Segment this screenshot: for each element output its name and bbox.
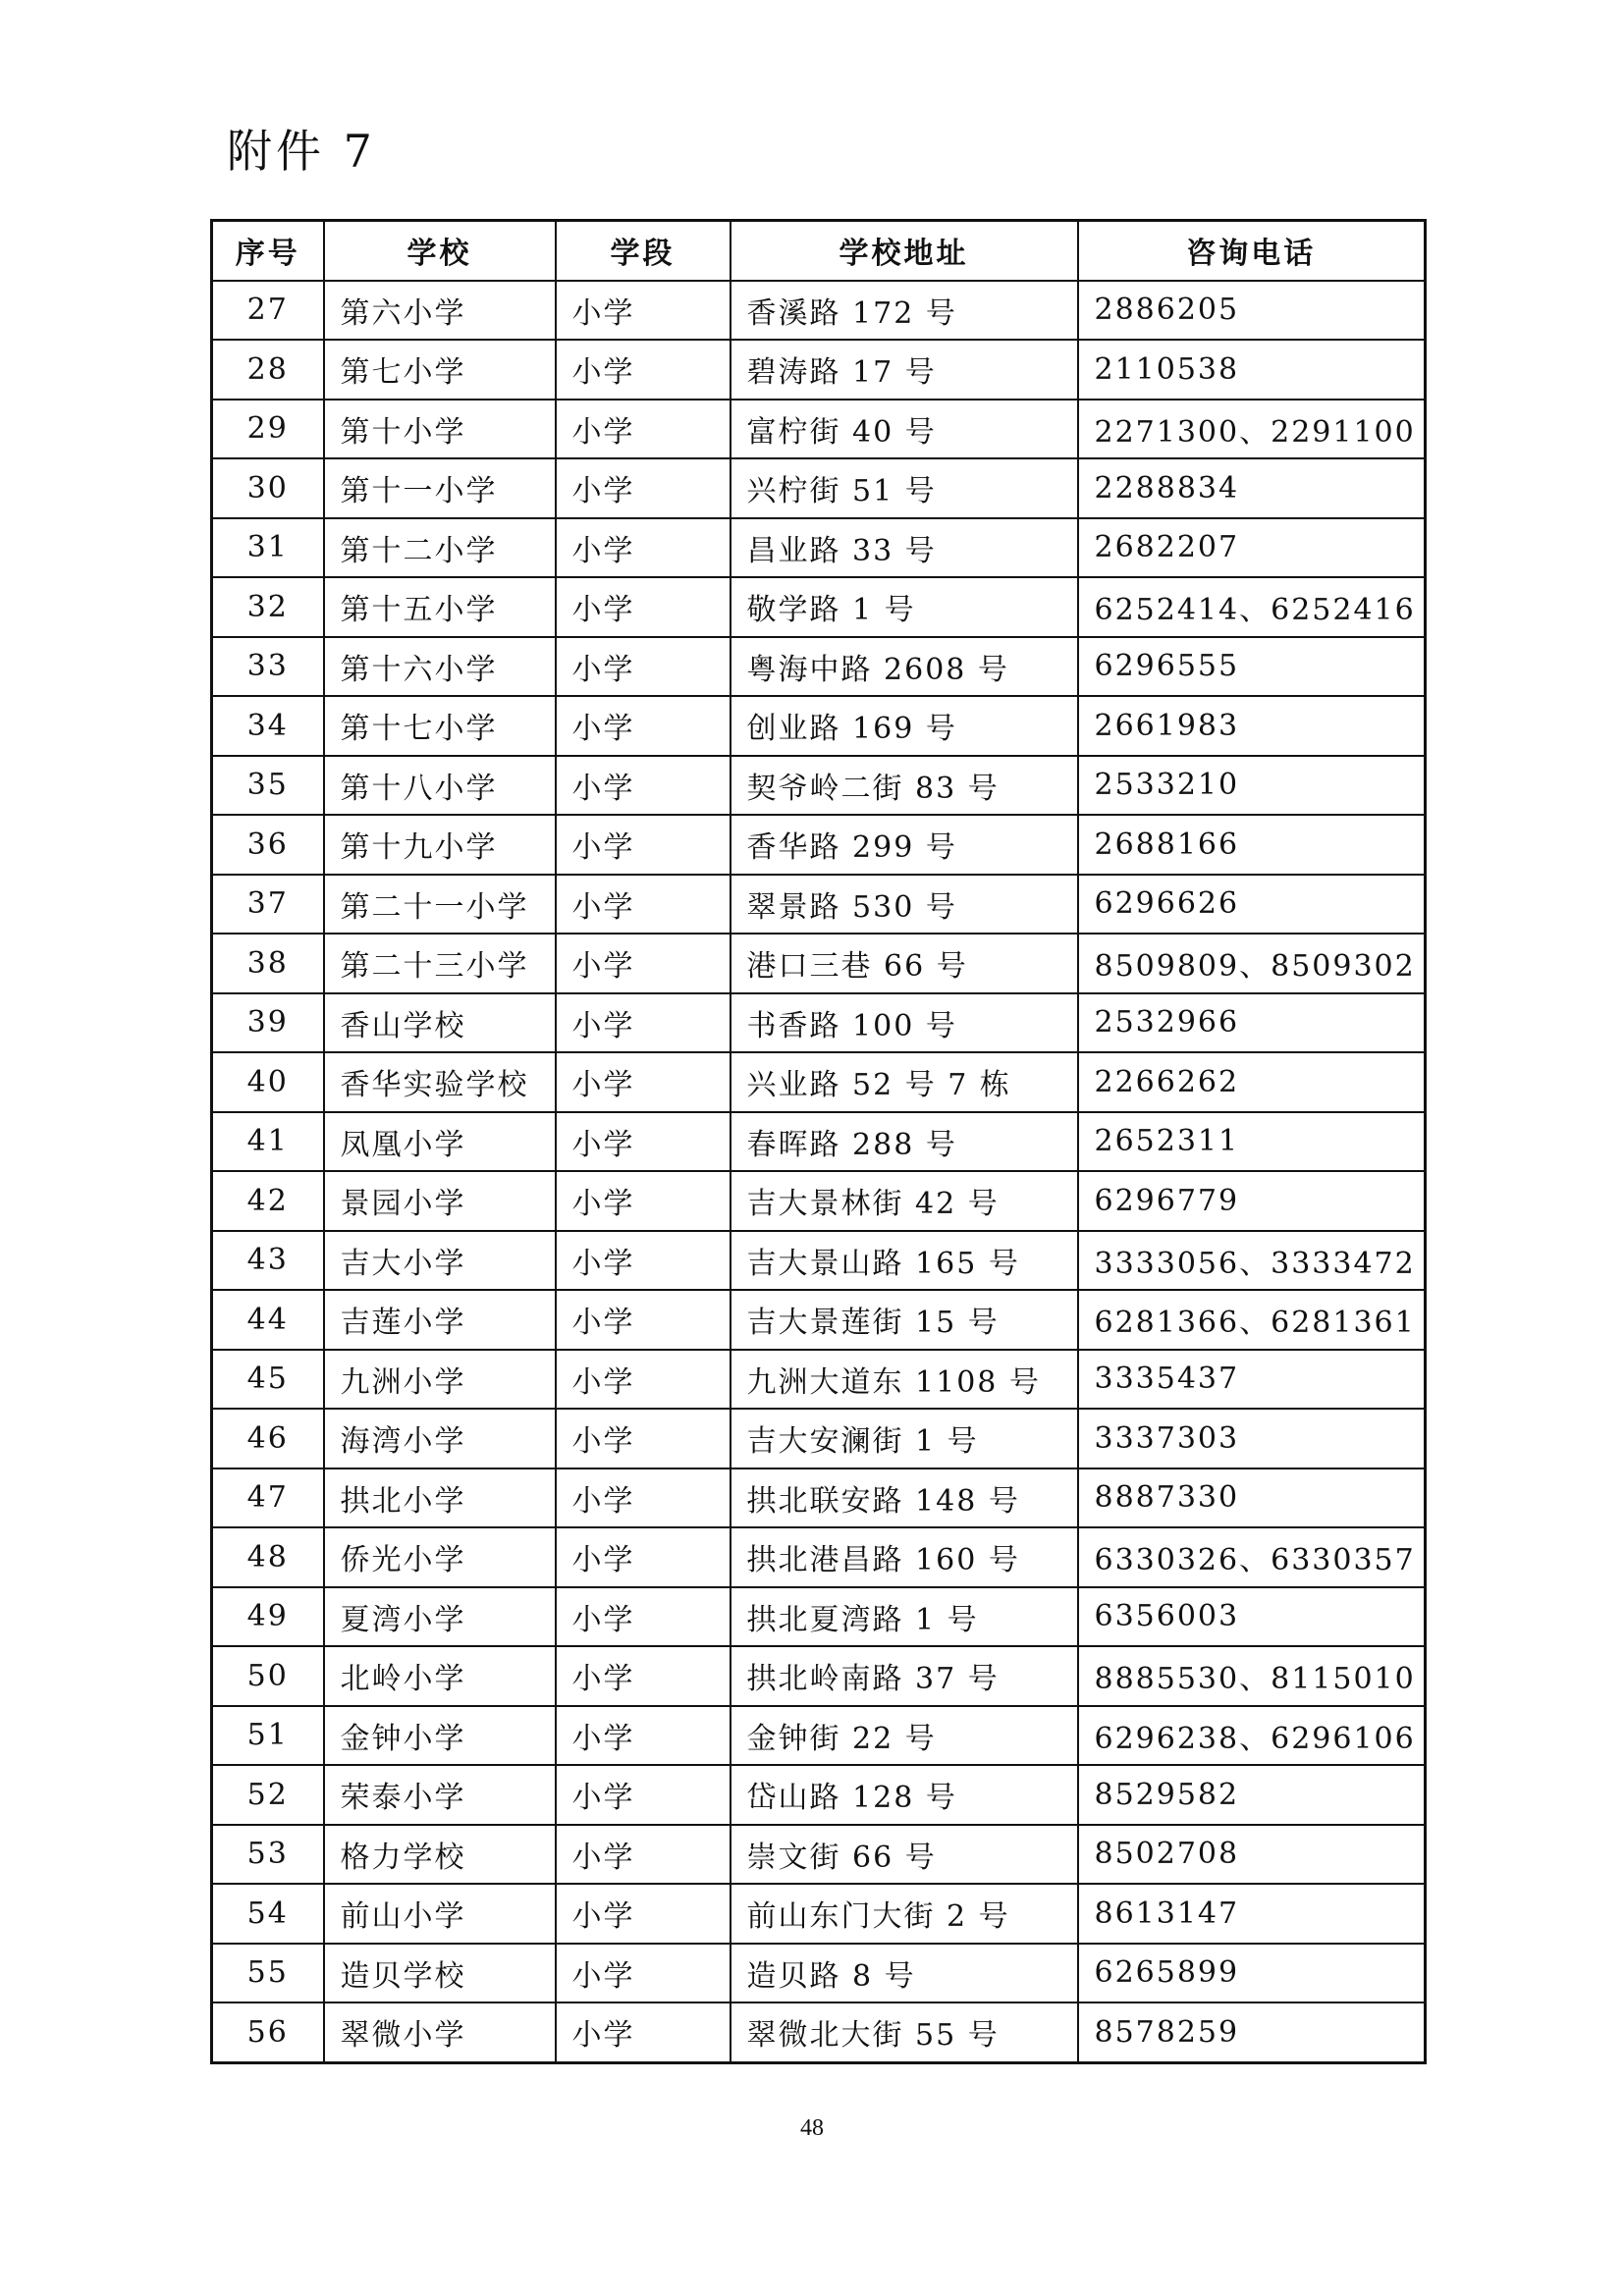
cell-seq: 30 — [212, 458, 324, 518]
cell-phone: 2110538 — [1078, 340, 1426, 400]
header-stage: 学段 — [556, 221, 731, 281]
cell-school: 北岭小学 — [324, 1646, 556, 1706]
cell-stage: 小学 — [556, 1468, 731, 1528]
cell-address: 造贝路 8 号 — [731, 1944, 1078, 2003]
cell-seq: 53 — [212, 1825, 324, 1885]
school-table — [210, 219, 1427, 2064]
cell-stage: 小学 — [556, 696, 731, 756]
cell-seq: 28 — [212, 340, 324, 400]
cell-address: 岱山路 128 号 — [731, 1765, 1078, 1825]
cell-stage: 小学 — [556, 1112, 731, 1172]
cell-phone: 6281366、6281361 — [1078, 1290, 1426, 1350]
cell-address: 书香路 100 号 — [731, 993, 1078, 1053]
cell-school: 第二十三小学 — [324, 934, 556, 993]
cell-address: 崇文街 66 号 — [731, 1825, 1078, 1885]
cell-phone: 6356003 — [1078, 1587, 1426, 1647]
cell-address: 拱北夏湾路 1 号 — [731, 1587, 1078, 1647]
cell-address: 粤海中路 2608 号 — [731, 637, 1078, 697]
cell-school: 九洲小学 — [324, 1350, 556, 1410]
table-row — [212, 1884, 1426, 1944]
cell-stage: 小学 — [556, 1350, 731, 1410]
cell-seq: 35 — [212, 756, 324, 816]
cell-seq: 31 — [212, 518, 324, 578]
cell-phone: 3335437 — [1078, 1350, 1426, 1410]
cell-seq: 45 — [212, 1350, 324, 1410]
cell-address: 前山东门大街 2 号 — [731, 1884, 1078, 1944]
cell-school: 第十八小学 — [324, 756, 556, 816]
cell-stage: 小学 — [556, 518, 731, 578]
table-body — [212, 281, 1426, 2063]
cell-seq: 39 — [212, 993, 324, 1053]
table-row — [212, 1112, 1426, 1172]
cell-stage: 小学 — [556, 1171, 731, 1231]
cell-school: 第十九小学 — [324, 815, 556, 875]
cell-phone: 6296779 — [1078, 1171, 1426, 1231]
cell-seq: 52 — [212, 1765, 324, 1825]
cell-phone: 6296238、6296106 — [1078, 1706, 1426, 1766]
cell-address: 金钟街 22 号 — [731, 1706, 1078, 1766]
cell-address: 创业路 169 号 — [731, 696, 1078, 756]
cell-school: 吉莲小学 — [324, 1290, 556, 1350]
cell-phone: 2266262 — [1078, 1052, 1426, 1112]
cell-seq: 44 — [212, 1290, 324, 1350]
cell-phone: 2288834 — [1078, 458, 1426, 518]
cell-address: 翠景路 530 号 — [731, 875, 1078, 934]
cell-stage: 小学 — [556, 815, 731, 875]
cell-seq: 43 — [212, 1231, 324, 1291]
cell-phone: 6330326、6330357 — [1078, 1527, 1426, 1587]
cell-stage: 小学 — [556, 1944, 731, 2003]
table-row — [212, 1231, 1426, 1291]
cell-school: 第二十一小学 — [324, 875, 556, 934]
cell-address: 春晖路 288 号 — [731, 1112, 1078, 1172]
cell-stage: 小学 — [556, 756, 731, 816]
table-row — [212, 1468, 1426, 1528]
cell-school: 吉大小学 — [324, 1231, 556, 1291]
cell-stage: 小学 — [556, 1587, 731, 1647]
table-row — [212, 875, 1426, 934]
cell-stage: 小学 — [556, 1052, 731, 1112]
cell-address: 富柠街 40 号 — [731, 400, 1078, 459]
cell-phone: 2533210 — [1078, 756, 1426, 816]
table-row — [212, 1825, 1426, 1885]
cell-phone: 2271300、2291100 — [1078, 400, 1426, 459]
cell-school: 前山小学 — [324, 1884, 556, 1944]
cell-phone: 8502708 — [1078, 1825, 1426, 1885]
cell-phone: 6252414、6252416 — [1078, 577, 1426, 637]
cell-stage: 小学 — [556, 1290, 731, 1350]
cell-stage: 小学 — [556, 577, 731, 637]
cell-address: 吉大景林街 42 号 — [731, 1171, 1078, 1231]
header-phone: 咨询电话 — [1078, 221, 1426, 281]
cell-phone: 2652311 — [1078, 1112, 1426, 1172]
cell-address: 吉大安澜街 1 号 — [731, 1409, 1078, 1468]
cell-address: 拱北港昌路 160 号 — [731, 1527, 1078, 1587]
cell-school: 侨光小学 — [324, 1527, 556, 1587]
cell-seq: 55 — [212, 1944, 324, 2003]
table-row — [212, 1646, 1426, 1706]
cell-address: 契爷岭二街 83 号 — [731, 756, 1078, 816]
cell-seq: 56 — [212, 2002, 324, 2062]
cell-stage: 小学 — [556, 1706, 731, 1766]
cell-stage: 小学 — [556, 1231, 731, 1291]
cell-stage: 小学 — [556, 2002, 731, 2062]
table-row — [212, 934, 1426, 993]
cell-stage: 小学 — [556, 1646, 731, 1706]
cell-school: 第十二小学 — [324, 518, 556, 578]
cell-address: 敬学路 1 号 — [731, 577, 1078, 637]
cell-school: 格力学校 — [324, 1825, 556, 1885]
cell-phone: 2688166 — [1078, 815, 1426, 875]
cell-school: 翠微小学 — [324, 2002, 556, 2062]
cell-address: 兴业路 52 号 7 栋 — [731, 1052, 1078, 1112]
cell-seq: 47 — [212, 1468, 324, 1528]
cell-school: 拱北小学 — [324, 1468, 556, 1528]
cell-phone: 2886205 — [1078, 281, 1426, 341]
cell-stage: 小学 — [556, 1765, 731, 1825]
cell-address: 吉大景山路 165 号 — [731, 1231, 1078, 1291]
cell-stage: 小学 — [556, 993, 731, 1053]
table-row — [212, 458, 1426, 518]
cell-stage: 小学 — [556, 340, 731, 400]
table-row — [212, 1409, 1426, 1468]
table-row — [212, 1350, 1426, 1410]
cell-stage: 小学 — [556, 875, 731, 934]
cell-address: 拱北岭南路 37 号 — [731, 1646, 1078, 1706]
cell-seq: 50 — [212, 1646, 324, 1706]
table-row — [212, 518, 1426, 578]
table-row — [212, 993, 1426, 1053]
cell-school: 造贝学校 — [324, 1944, 556, 2003]
cell-phone: 8578259 — [1078, 2002, 1426, 2062]
page-heading: 附件 7 — [227, 125, 376, 178]
cell-school: 凤凰小学 — [324, 1112, 556, 1172]
table-header-row — [212, 221, 1426, 281]
cell-seq: 34 — [212, 696, 324, 756]
table-row — [212, 1706, 1426, 1766]
cell-school: 第十七小学 — [324, 696, 556, 756]
cell-address: 昌业路 33 号 — [731, 518, 1078, 578]
cell-school: 海湾小学 — [324, 1409, 556, 1468]
cell-address: 九洲大道东 1108 号 — [731, 1350, 1078, 1410]
table-row — [212, 1587, 1426, 1647]
cell-address: 吉大景莲街 15 号 — [731, 1290, 1078, 1350]
cell-stage: 小学 — [556, 1884, 731, 1944]
cell-seq: 27 — [212, 281, 324, 341]
cell-seq: 51 — [212, 1706, 324, 1766]
cell-seq: 48 — [212, 1527, 324, 1587]
cell-seq: 42 — [212, 1171, 324, 1231]
header-address: 学校地址 — [731, 221, 1078, 281]
cell-school: 荣泰小学 — [324, 1765, 556, 1825]
cell-phone: 2661983 — [1078, 696, 1426, 756]
cell-school: 第十一小学 — [324, 458, 556, 518]
cell-phone: 8529582 — [1078, 1765, 1426, 1825]
table-row — [212, 637, 1426, 697]
cell-seq: 49 — [212, 1587, 324, 1647]
cell-school: 第十小学 — [324, 400, 556, 459]
cell-stage: 小学 — [556, 458, 731, 518]
table-row — [212, 1171, 1426, 1231]
cell-address: 翠微北大街 55 号 — [731, 2002, 1078, 2062]
cell-school: 第十五小学 — [324, 577, 556, 637]
cell-stage: 小学 — [556, 1527, 731, 1587]
cell-seq: 41 — [212, 1112, 324, 1172]
cell-stage: 小学 — [556, 400, 731, 459]
cell-stage: 小学 — [556, 281, 731, 341]
cell-seq: 29 — [212, 400, 324, 459]
cell-phone: 6265899 — [1078, 1944, 1426, 2003]
cell-seq: 46 — [212, 1409, 324, 1468]
cell-school: 第六小学 — [324, 281, 556, 341]
cell-phone: 8613147 — [1078, 1884, 1426, 1944]
table-row — [212, 340, 1426, 400]
cell-school: 第七小学 — [324, 340, 556, 400]
table-row — [212, 815, 1426, 875]
table-row — [212, 577, 1426, 637]
cell-address: 香溪路 172 号 — [731, 281, 1078, 341]
cell-seq: 33 — [212, 637, 324, 697]
cell-school: 香华实验学校 — [324, 1052, 556, 1112]
cell-address: 碧涛路 17 号 — [731, 340, 1078, 400]
table-row — [212, 400, 1426, 459]
cell-phone: 8887330 — [1078, 1468, 1426, 1528]
table-row — [212, 696, 1426, 756]
cell-address: 兴柠街 51 号 — [731, 458, 1078, 518]
cell-seq: 40 — [212, 1052, 324, 1112]
header-seq: 序号 — [212, 221, 324, 281]
cell-school: 景园小学 — [324, 1171, 556, 1231]
cell-stage: 小学 — [556, 1409, 731, 1468]
cell-phone: 3337303 — [1078, 1409, 1426, 1468]
cell-seq: 32 — [212, 577, 324, 637]
cell-seq: 38 — [212, 934, 324, 993]
cell-stage: 小学 — [556, 637, 731, 697]
table-row — [212, 1527, 1426, 1587]
table-row — [212, 1290, 1426, 1350]
cell-school: 夏湾小学 — [324, 1587, 556, 1647]
cell-phone: 6296626 — [1078, 875, 1426, 934]
cell-seq: 37 — [212, 875, 324, 934]
cell-address: 香华路 299 号 — [731, 815, 1078, 875]
cell-stage: 小学 — [556, 1825, 731, 1885]
cell-phone: 8509809、8509302 — [1078, 934, 1426, 993]
cell-phone: 3333056、3333472 — [1078, 1231, 1426, 1291]
table-row — [212, 2002, 1426, 2062]
cell-school: 金钟小学 — [324, 1706, 556, 1766]
table-row — [212, 1944, 1426, 2003]
cell-phone: 2532966 — [1078, 993, 1426, 1053]
cell-stage: 小学 — [556, 934, 731, 993]
page-number: 48 — [800, 2115, 824, 2141]
cell-phone: 6296555 — [1078, 637, 1426, 697]
cell-seq: 54 — [212, 1884, 324, 1944]
cell-school: 香山学校 — [324, 993, 556, 1053]
table-row — [212, 281, 1426, 341]
cell-address: 拱北联安路 148 号 — [731, 1468, 1078, 1528]
table-row — [212, 756, 1426, 816]
header-school: 学校 — [324, 221, 556, 281]
cell-seq: 36 — [212, 815, 324, 875]
table-row — [212, 1765, 1426, 1825]
table-row — [212, 1052, 1426, 1112]
cell-address: 港口三巷 66 号 — [731, 934, 1078, 993]
cell-phone: 2682207 — [1078, 518, 1426, 578]
cell-school: 第十六小学 — [324, 637, 556, 697]
cell-phone: 8885530、8115010 — [1078, 1646, 1426, 1706]
